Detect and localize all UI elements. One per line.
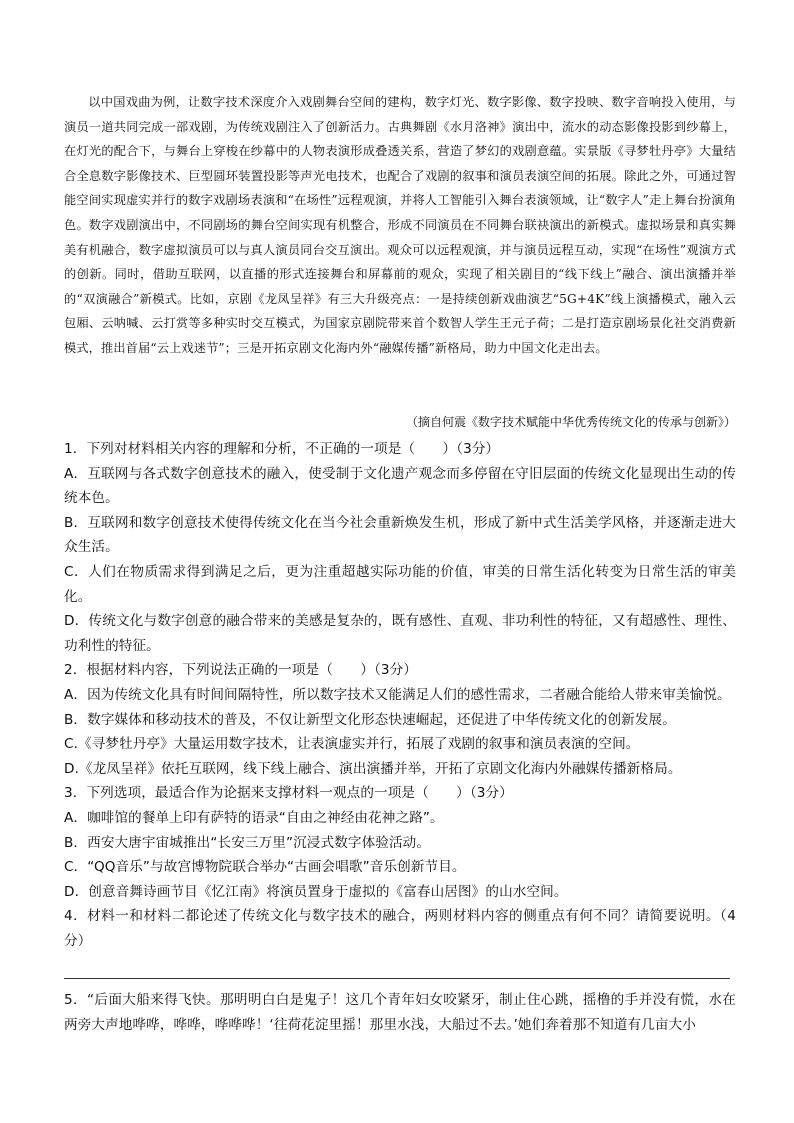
passage-source: （摘自何震《数字技术赋能中华优秀传统文化的传承与创新》） (405, 415, 736, 429)
question-1-option-a: A．互联网与各式数字创意技术的融入，使受制于文化遗产观念而多停留在守旧层面的传统文化显现出生动的传统本色。 (64, 465, 736, 507)
reading-passage: 以中国戏曲为例，让数字技术深度介入戏剧舞台空间的建构，数字灯光、数字影像、数字投映、数字音响投入使用，与演员一道共同完成一部戏剧，为传统戏剧注入了创新活力。古典舞剧《水月洛神》演出中，流水的动态影像投影到纱幕上，在灯光的配合下，与舞台上穿梭在纱幕中的人物表演形成叠透关系，营造了梦幻的戏剧意蕴。实景版《寻梦牡丹亭》大量结合全息数字影像技术、巨型圆环装置投影等声光电技术，也配合了戏剧的叙事和演员表演空间的拓展。除此之外，可通过智能空间实现虚实并行的数字戏剧场表演和“在场性”远程观演，并将人工智能引入舞台表演领域，让“数字人”走上舞台扮演角色。数字戏剧演出中，不同剧场的舞台空间实现有机整合，形成不同演员在不同舞台联袂演出的新模式。虚拟场景和真实舞美有机融合，数字虚拟演员可以与真人演员同台交互演出。观众可以远程观演，并与演员远程互动，实现“在场性”观演方式的创新。同时，借助互联网，以直播的形式连接舞台和屏幕前的观众，实现了相关剧目的“线下线上”融合、演出演播并举的“双演融合”新模式。比如，京剧《龙凤呈祥》有三大升级亮点：一是持续创新戏曲演艺“5G+4K”线上演播模式，融入云包厢、云呐喊、云打赏等多种实时交互模式，为国家京剧院带来首个数智人学生王元子荷；二是打造京剧场景化社交消费新模式，推出首届“云上戏迷节”；三是开拓京剧文化海内外“融媒传播”新格局，助力中国文化走出去。 (64, 95, 736, 355)
question-3-option-b: B．西安大唐宇宙城推出“长安三万里”沉浸式数字体验活动。 (64, 834, 431, 851)
question-3 (64, 781, 736, 904)
question-4-stem: 4．材料一和材料二都论述了传统文化与数字技术的融合，两则材料内容的侧重点有何不同？请简要说明。（4分） (64, 908, 736, 949)
question-2-option-d: D.《龙凤呈祥》依托互联网，线下线上融合、演出演播并举，开拓了京剧文化海内外融媒传播新格局。 (64, 760, 682, 777)
question-3-option-d: D．创意音舞诗画节目《忆江南》将演员置身于虚拟的《富春山居图》的山水空间。 (64, 883, 568, 900)
question-1-option-b: B．互联网和数字创意技术使得传统文化在当今社会重新焕发生机，形成了新中式生活美学风格，并逐渐走进大众生活。 (64, 514, 736, 556)
question-2-option-b: B．数字媒体和移动技术的普及，不仅让新型文化形态快速崛起，还促进了中华传统文化的创新发展。 (64, 711, 676, 728)
question-1-stem: 1．下列对材料相关内容的理解和分析，不正确的一项是（ ）（3分） (64, 441, 500, 457)
question-3-option-c: C．“QQ音乐”与故宫博物院联合举办“古画会唱歌”音乐创新节目。 (64, 859, 466, 876)
question-1-option-d: D．传统文化与数字创意的融合带来的美感是复杂的，既有感性、直观、非功利性的特征，又有超感性、理性、功利性的特征。 (64, 613, 736, 654)
question-3-stem: 3．下列选项，最适合作为论据来支撑材料一观点的一项是（ ）（3分） (64, 785, 513, 802)
question-2 (64, 658, 736, 781)
answer-line (64, 978, 730, 979)
question-2-stem: 2．根据材料内容，下列说法正确的一项是（ ）（3分） (64, 662, 418, 679)
question-1-option-c: C．人们在物质需求得到满足之后，更为注重超越实际功能的价值，审美的日常生活化转变为日常生活的审美化。 (64, 563, 736, 605)
question-5-passage: 5．“后面大船来得飞快。那明明白白是鬼子！这几个青年妇女咬紧牙，制止住心跳，摇橹的手并没有慌，水在两旁大声地哗哗，哗哗，哗哗哗！‘往荷花淀里摇！那里水浅，大船过不去。’她们奔着那不知道有几亩大小 (64, 992, 736, 1033)
question-list (64, 437, 736, 953)
question-1 (64, 437, 736, 658)
question-4 (64, 904, 736, 953)
question-2-option-a: A．因为传统文化具有时间间隔特性，所以数字技术又能满足人们的感性需求，二者融合能给人带来审美愉悦。 (64, 686, 731, 703)
question-3-option-a: A．咖啡馆的餐单上印有萨特的语录“自由之神经由花神之路”。 (64, 809, 444, 826)
question-2-option-c: C.《寻梦牡丹亭》大量运用数字技术，让表演虚实并行，拓展了戏剧的叙事和演员表演的空间。 (64, 736, 640, 753)
